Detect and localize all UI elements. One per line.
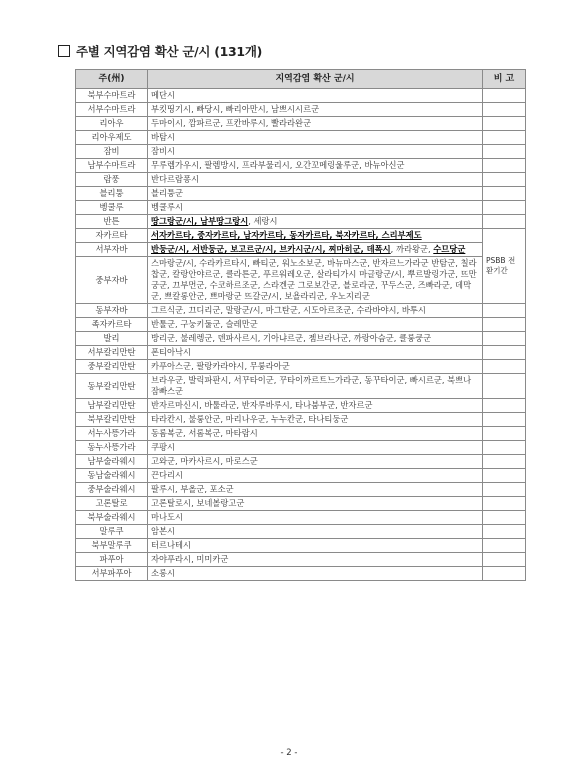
note-cell-empty (483, 567, 526, 581)
state-cell: 서부자바 (76, 243, 148, 257)
table-row (76, 103, 526, 117)
cities-text: 메단시 (151, 90, 176, 100)
note-cell-empty (483, 427, 526, 441)
cities-cell (148, 469, 483, 483)
note-cell-empty (483, 346, 526, 360)
cities-cell (148, 332, 483, 346)
state-cell: 족자카르타 (76, 318, 148, 332)
state-cell: 중부칼리만탄 (76, 360, 148, 374)
cities-cell (148, 243, 483, 257)
cities-text: 벵쿨루시 (151, 202, 184, 212)
page-number: - 2 - (280, 748, 298, 758)
cities-text: 블리퉁군 (151, 188, 184, 198)
table-row (76, 173, 526, 187)
note-cell-empty (483, 455, 526, 469)
cities-text: 타라칸시, 불룽안군, 마리나우군, 누누칸군, 타나티둥군 (151, 414, 349, 424)
note-cell-empty (483, 469, 526, 483)
cities-text: 무루렘가우시, 팔렘방시, 프라부물리시, 오간꼬메링울루군, 바뉴아신군 (151, 160, 405, 170)
note-cell-empty (483, 441, 526, 455)
state-cell: 말루쿠 (76, 525, 148, 539)
cities-cell (148, 187, 483, 201)
state-cell: 반튼 (76, 215, 148, 229)
cities-text: 암본시 (151, 526, 176, 536)
state-cell: 북부술라웨시 (76, 511, 148, 525)
cities-cell (148, 201, 483, 215)
cities-text: 팔루시, 부올군, 포소군 (151, 484, 234, 494)
cities-text: 고론탈로시, 보네볼랑고군 (151, 498, 245, 508)
table-row (76, 374, 526, 399)
highlighted-cities: 서자카르타, 중자카르타, 남자카르타, 동자카르타, 북자카르타, 스리부제도 (151, 230, 422, 240)
cities-text: 소롱시 (151, 568, 176, 578)
note-cell-empty (483, 511, 526, 525)
state-cell: 고론탈로 (76, 497, 148, 511)
cities-cell (148, 483, 483, 497)
cities-cell (148, 360, 483, 374)
square-bullet-icon (58, 45, 70, 57)
note-cell-empty (483, 332, 526, 346)
table-row (76, 243, 526, 257)
table-row (76, 215, 526, 229)
cities-cell (148, 511, 483, 525)
table-row (76, 145, 526, 159)
note-cell-empty (483, 399, 526, 413)
state-cell: 블리퉁 (76, 187, 148, 201)
table-row (76, 257, 526, 304)
table-row (76, 332, 526, 346)
note-cell-empty (483, 145, 526, 159)
cities-cell (148, 173, 483, 187)
cities-text: 반다르람퐁시 (151, 174, 200, 184)
note-cell-empty (483, 553, 526, 567)
note-cell: PSBB 전환기간 (483, 229, 526, 304)
state-cell: 리아우 (76, 117, 148, 131)
table-row (76, 304, 526, 318)
state-cell: 동부칼리만탄 (76, 374, 148, 399)
cities-text: 반툴군, 구눙키둘군, 슬레만군 (151, 319, 258, 329)
cities-cell (148, 229, 483, 243)
cities-cell (148, 441, 483, 455)
note-cell-empty (483, 159, 526, 173)
cities-text: 브라우군, 발릭파판시, 서꾸타이군, 꾸타이까르트느가라군, 동꾸타이군, 빠시르군, 북쁘나잠빠스군 (151, 375, 472, 396)
header-cities: 지역감염 확산 군/시 (148, 70, 483, 89)
table-row (76, 187, 526, 201)
table-row (76, 89, 526, 103)
cities-text: 스마랑군/시, 수라카르타시, 빠티군, 워노소보군, 바뉴마스군, 반자르느가라군 반탐군, 칠라찹군, 칼랑안야르군, 클라튼군, 푸르워레오군, 살라티가시 마글랑군/시, 뿌르발링가군, 뜨만궁군, 끄부먼군, 수코하르조군, 스라겐군 그로보간군, 블로라군, 꾸두스군, 즈빠라군, 데막군, 쁘칼롱안군, 쁘마랑군 뜨갈군/시, 보욜라리군, 우노지리군 (151, 258, 477, 301)
note-cell-empty (483, 173, 526, 187)
state-cell: 남부술라웨시 (76, 455, 148, 469)
cities-cell (148, 117, 483, 131)
note-cell-empty (483, 483, 526, 497)
cities-text: , 까라왕군, (390, 244, 434, 254)
state-cell: 리아우제도 (76, 131, 148, 145)
note-cell-empty (483, 201, 526, 215)
cities-cell (148, 539, 483, 553)
cities-cell (148, 131, 483, 145)
state-cell: 발리 (76, 332, 148, 346)
cities-cell (148, 399, 483, 413)
state-cell: 남부수마트라 (76, 159, 148, 173)
cities-cell (148, 553, 483, 567)
cities-text: 부킷띵기시, 빠당시, 빠리아만시, 남쁘시시르군 (151, 104, 320, 114)
cities-text: 바탐시 (151, 132, 176, 142)
note-cell-empty (483, 374, 526, 399)
note-cell-empty (483, 360, 526, 374)
table-body (76, 89, 526, 581)
state-cell: 자카르타 (76, 229, 148, 243)
state-cell: 동남술라웨시 (76, 469, 148, 483)
state-cell: 중부술라웨시 (76, 483, 148, 497)
header-state: 주(州) (76, 70, 148, 89)
table-row (76, 131, 526, 145)
table-row (76, 427, 526, 441)
cities-cell (148, 89, 483, 103)
cities-text: 방리군, 불레렝군, 덴파사르시, 기아냐르군, 젬브라나군, 까랑아슴군, 클룽쿵군 (151, 333, 432, 343)
cities-text: , 세랑시 (248, 216, 278, 226)
cities-cell (148, 346, 483, 360)
note-cell-empty (483, 304, 526, 318)
cities-text: 터르나테시 (151, 540, 192, 550)
cities-cell (148, 497, 483, 511)
cities-text: 그르식군, 끄디리군, 말랑군/시, 마그탄군, 시도아르조군, 수라바야시, 바투시 (151, 305, 426, 315)
cities-cell (148, 567, 483, 581)
note-cell-empty (483, 318, 526, 332)
state-cell: 북부칼리만탄 (76, 413, 148, 427)
note-cell-empty (483, 89, 526, 103)
state-cell: 북부말루쿠 (76, 539, 148, 553)
table-row (76, 117, 526, 131)
cities-text: 두마이시, 깜파르군, 프칸바루시, 빨라라완군 (151, 118, 312, 128)
cities-cell (148, 257, 483, 304)
cities-text: 카푸아스군, 팔랑카라야시, 무룽라아군 (151, 361, 290, 371)
cities-cell (148, 103, 483, 117)
state-cell: 서부파푸아 (76, 567, 148, 581)
state-cell: 서부칼리만탄 (76, 346, 148, 360)
table-row (76, 229, 526, 243)
note-cell-empty (483, 525, 526, 539)
state-cell: 서부수마트라 (76, 103, 148, 117)
note-cell-empty (483, 413, 526, 427)
table-row (76, 441, 526, 455)
note-cell-empty (483, 131, 526, 145)
cities-cell (148, 374, 483, 399)
city-table (75, 69, 526, 581)
table-row (76, 360, 526, 374)
state-cell: 잠비 (76, 145, 148, 159)
cities-text: 쿠팡시 (151, 442, 176, 452)
state-cell: 동누사뜽가라 (76, 441, 148, 455)
cities-cell (148, 427, 483, 441)
table-row (76, 159, 526, 173)
heading-text: 주별 지역감염 확산 군/시 (131개) (76, 44, 263, 59)
cities-text: 동롬복군, 서롬복군, 마타람시 (151, 428, 258, 438)
cities-text: 잠비시 (151, 146, 176, 156)
cities-cell (148, 304, 483, 318)
cities-cell (148, 455, 483, 469)
cities-cell (148, 159, 483, 173)
cities-text: 끈다리시 (151, 470, 184, 480)
note-cell-empty (483, 187, 526, 201)
table-row (76, 455, 526, 469)
note-cell-empty (483, 539, 526, 553)
state-cell: 서누사뜽가라 (76, 427, 148, 441)
cities-cell (148, 145, 483, 159)
cities-text: 마나도시 (151, 512, 184, 522)
table-row (76, 567, 526, 581)
highlighted-cities: 땅그랑군/시, 남부땅그랑시 (151, 216, 249, 226)
note-cell-empty (483, 117, 526, 131)
note-cell-empty (483, 215, 526, 229)
highlighted-cities: 수므당군 (433, 244, 466, 254)
table-row (76, 497, 526, 511)
highlighted-cities: 반둥군/시, 서반둥군, 보고르군/시, 브카시군/시, 찌마히군, 데폭시 (151, 244, 391, 254)
cities-text: 반자르마신시, 바툴라군, 반자루바루시, 타나붐부군, 반자르군 (151, 400, 373, 410)
table-row (76, 399, 526, 413)
cities-cell (148, 525, 483, 539)
state-cell: 람풍 (76, 173, 148, 187)
state-cell: 남부칼리만탄 (76, 399, 148, 413)
table-row (76, 483, 526, 497)
table-row (76, 413, 526, 427)
table-row (76, 553, 526, 567)
table-row (76, 539, 526, 553)
table-row (76, 318, 526, 332)
table-row (76, 469, 526, 483)
state-cell: 벵쿨루 (76, 201, 148, 215)
header-note: 비 고 (483, 70, 526, 89)
cities-cell (148, 215, 483, 229)
table-row (76, 201, 526, 215)
cities-text: 폰티아낙시 (151, 347, 192, 357)
state-cell: 동부자바 (76, 304, 148, 318)
table-row (76, 346, 526, 360)
cities-text: 고와군, 마카사르시, 마로스군 (151, 456, 258, 466)
table-row (76, 511, 526, 525)
note-cell-empty (483, 497, 526, 511)
cities-cell (148, 413, 483, 427)
cities-cell (148, 318, 483, 332)
page-heading (58, 42, 262, 60)
table-row (76, 525, 526, 539)
state-cell: 중부자바 (76, 257, 148, 304)
state-cell: 파푸아 (76, 553, 148, 567)
cities-text: 자야푸라시, 미미카군 (151, 554, 229, 564)
state-cell: 북부수마트라 (76, 89, 148, 103)
note-cell-empty (483, 103, 526, 117)
table-header-row (76, 70, 526, 89)
